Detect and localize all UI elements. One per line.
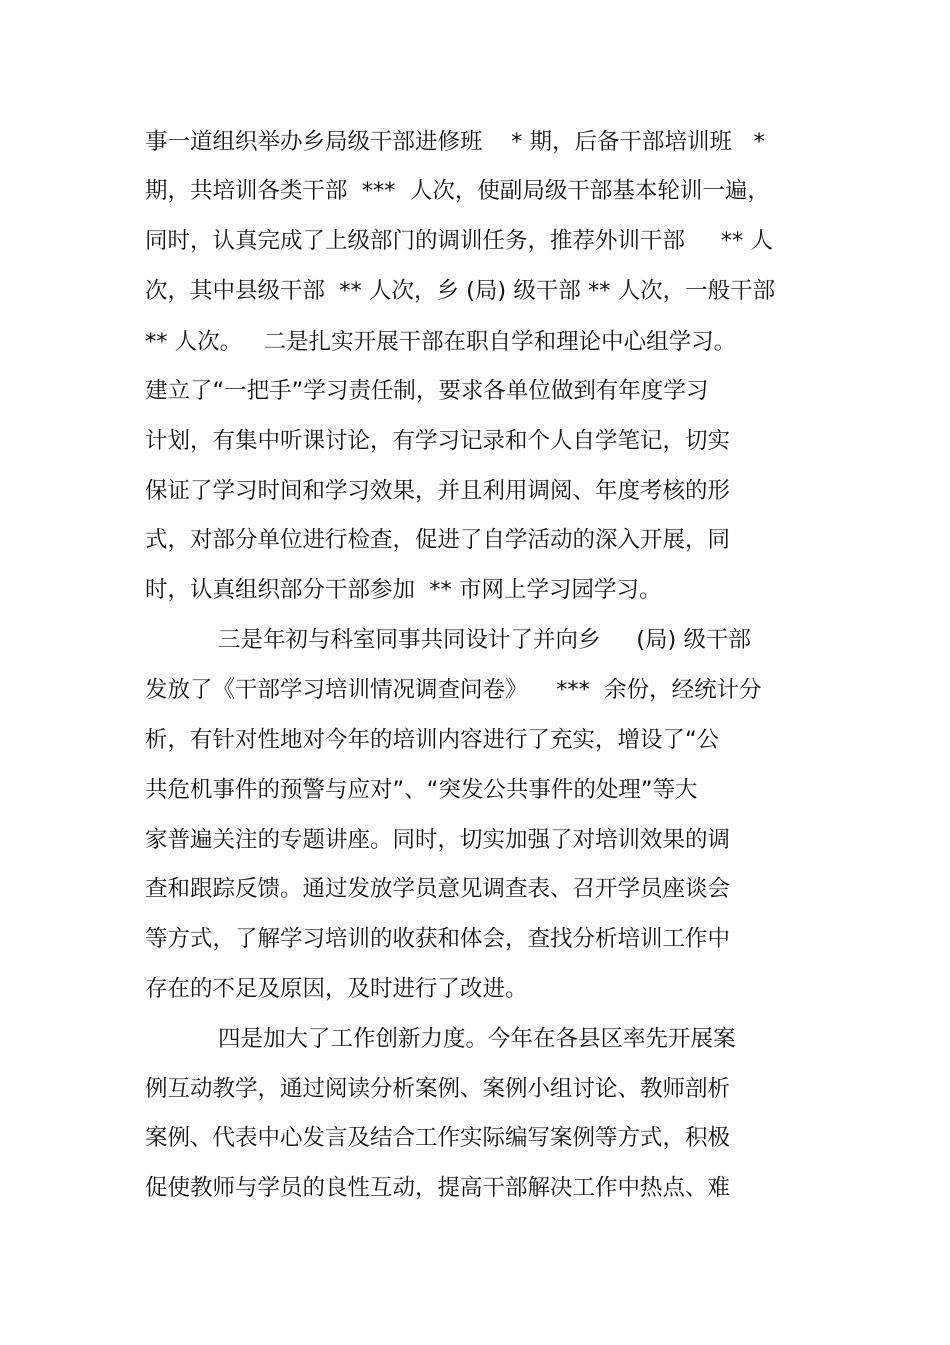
body-text-line: 存在的不足及原因，及时进行了改进。 — [145, 976, 528, 1002]
body-text-line: 期，共培训各类干部 *** 人次，使副局级干部基本轮训一遍， — [145, 178, 770, 204]
body-text-line: 式，对部分单位进行检查，促进了自学活动的深入开展，同 — [145, 527, 731, 553]
body-text-line: 时，认真组织部分干部参加 ** 市网上学习园学习。 — [145, 577, 662, 603]
body-text-line: 计划，有集中听课讨论，有学习记录和个人自学笔记，切实 — [145, 428, 731, 454]
paragraph-start-line: 三是年初与科室同事共同设计了并向乡 (局) 级干部 — [218, 627, 751, 653]
body-text-line: 建立了“一把手”学习责任制，要求各单位做到有年度学习 — [145, 378, 709, 404]
body-text-line: ** 人次。 二是扎实开展干部在职自学和理论中心组学习。 — [145, 329, 737, 355]
body-text-line: 同时，认真完成了上级部门的调训任务，推荐外训干部 ** 人 — [145, 228, 773, 254]
body-text-line: 促使教师与学员的良性互动，提高干部解决工作中热点、难 — [145, 1175, 731, 1201]
body-text-line: 事一道组织举办乡局级干部进修班 * 期，后备干部培训班 * — [145, 129, 765, 155]
body-text-line: 例互动教学，通过阅读分析案例、案例小组讨论、教师剖析 — [145, 1076, 731, 1102]
body-text-line: 次，其中县级干部 ** 人次，乡 (局) 级干部 ** 人次，一般干部 — [145, 278, 776, 304]
paragraph-start-line: 四是加大了工作创新力度。今年在各县区率先开展案 — [218, 1026, 736, 1052]
body-text-line: 等方式，了解学习培训的收获和体会，查找分析培训工作中 — [145, 926, 731, 952]
body-text-line: 保证了学习时间和学习效果，并且利用调阅、年度考核的形 — [145, 478, 731, 504]
body-text-line: 发放了《干部学习培训情况调查问卷》 *** 余份，经统计分 — [145, 677, 762, 703]
body-text-line: 共危机事件的预警与应对”、“突发公共事件的处理”等大 — [145, 777, 698, 803]
body-text-line: 案例、代表中心发言及结合工作实际编写案例等方式，积极 — [145, 1125, 731, 1151]
body-text-line: 查和跟踪反馈。通过发放学员意见调查表、召开学员座谈会 — [145, 876, 731, 902]
body-text-line: 析，有针对性地对今年的培训内容进行了充实，增设了“公 — [145, 727, 720, 753]
body-text-line: 家普遍关注的专题讲座。同时，切实加强了对培训效果的调 — [145, 827, 731, 853]
